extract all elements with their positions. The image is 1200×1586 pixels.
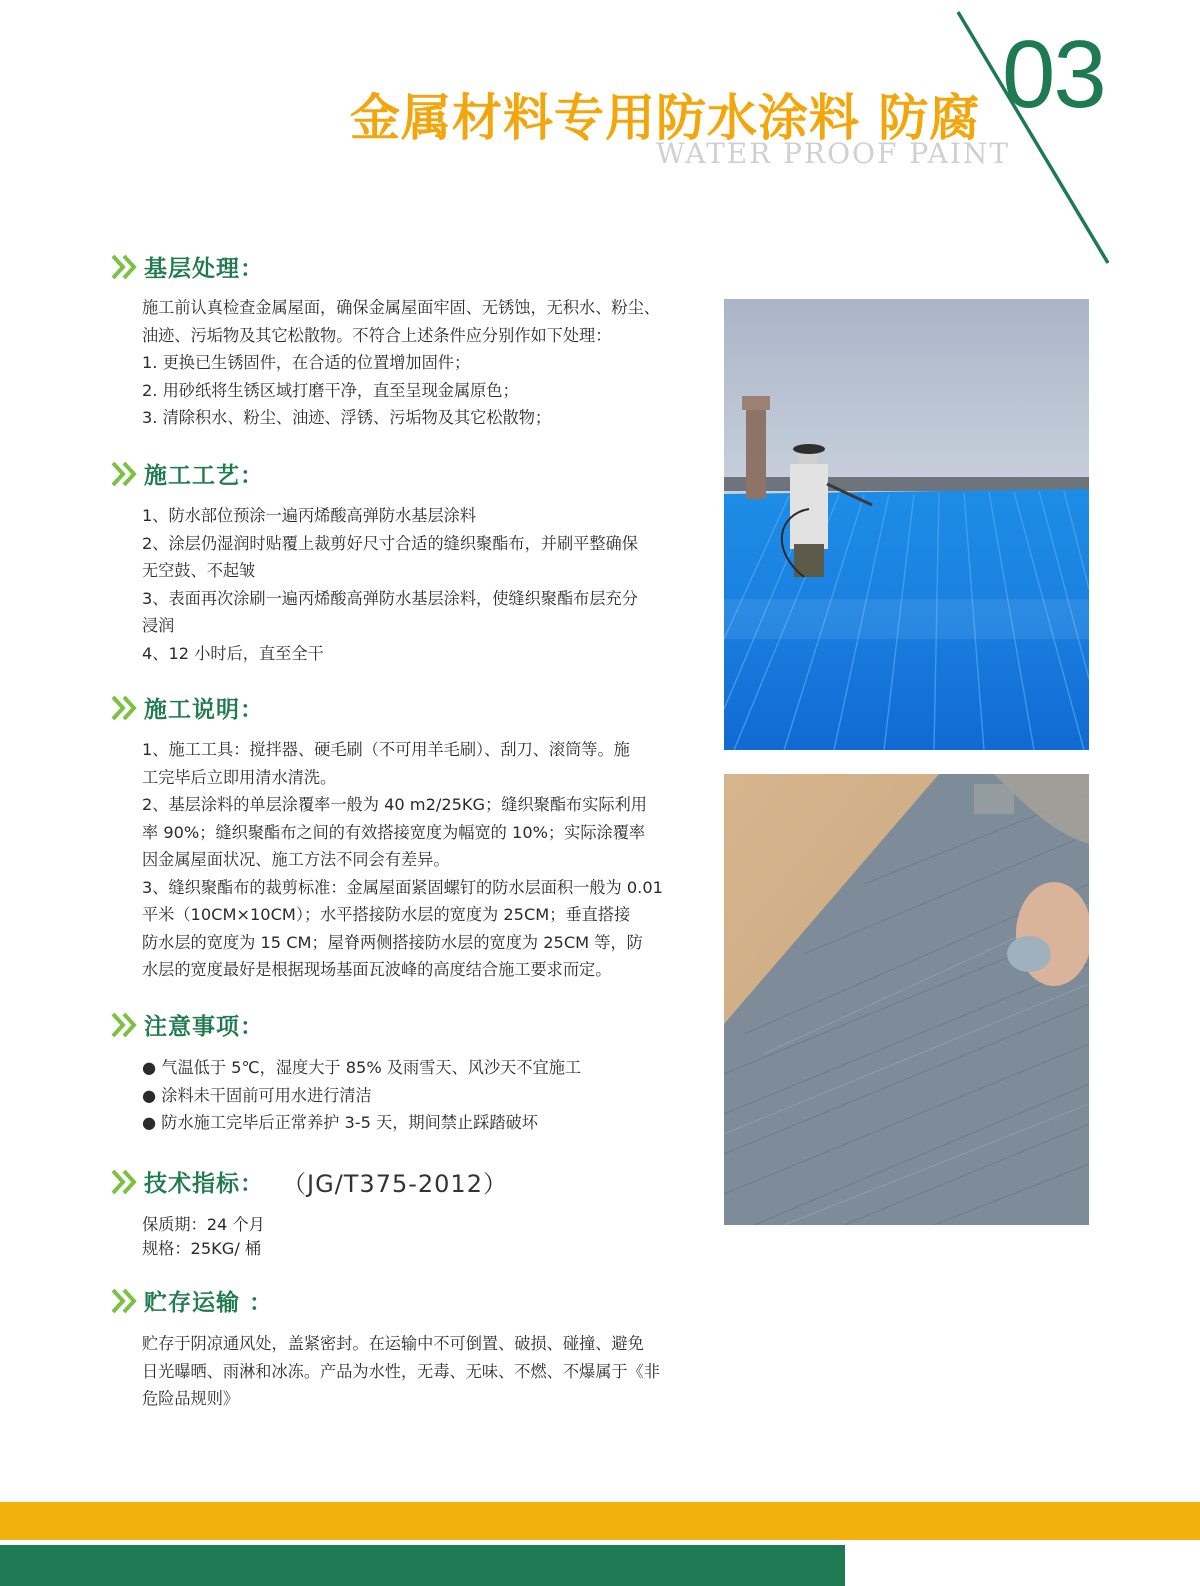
text-line: 3、表面再次涂刷一遍丙烯酸高弹防水基层涂料，使缝织聚酯布层充分 [142,588,638,608]
text-line: 平米（10CM×10CM）；水平搭接防水层的宽度为 25CM；垂直搭接 [142,905,631,924]
section-storage-body [142,1330,702,1413]
section-process-title: 施工工艺： [144,463,264,489]
section-caution-title: 注意事项： [144,1014,264,1040]
section-notes-header [110,691,264,724]
text-line: 浸润 [142,616,175,635]
text-line: 水层的宽度最好是根据现场基面瓦波峰的高度结合施工要求而定。 [142,960,612,979]
double-chevron-right-icon [110,1286,140,1316]
section-base-body [142,294,702,432]
text-line: 2、基层涂料的单层涂覆率一般为 40 m2/25KG；缝织聚酯布实际利用 [142,795,647,814]
text-line: 贮存于阴凉通风处，盖紧密封。在运输中不可倒置、破损、碰撞、避免 [142,1334,644,1353]
section-process-body [142,502,702,667]
section-caution-header [110,1008,264,1041]
text-line: 施工前认真检查金属屋面，确保金属屋面牢固、无锈蚀，无积水、粉尘、 [142,298,660,317]
double-chevron-right-icon [110,252,140,282]
text-line: 日光曝晒、雨淋和冰冻。产品为水性，无毒、无味、不燃、不爆属于《非 [142,1361,660,1381]
text-line: 1、防水部位预涂一遍丙烯酸高弹防水基层涂料 [142,506,477,525]
text-line: 工完毕后立即用清水清洗。 [142,767,337,787]
page-number: 03 [1002,21,1105,128]
text-line: 油迹、污垢物及其它松散物。不符合上述条件应分别作如下处理： [142,325,612,345]
text-line: 2、涂层仍湿润时贴覆上裁剪好尺寸合适的缝织聚酯布，并刷平整确保 [142,533,638,553]
section-spec-header [110,1164,508,1199]
section-storage-header [110,1284,273,1317]
footer-yellow-bar [0,1502,1200,1540]
section-spec-body [142,1213,702,1261]
section-process-header [110,457,264,490]
section-storage-title: 贮存运输 ： [144,1290,274,1316]
spec-standard: （JG/T375-2012） [282,1170,508,1198]
text-line: 4、12 小时后，直至全干 [142,643,324,663]
section-base-header [110,250,264,283]
text-line: 规格：25KG/ 桶 [142,1239,262,1258]
section-spec-title: 技术指标： [144,1171,264,1197]
membrane-closeup-photo [724,774,1089,1225]
double-chevron-right-icon [110,459,140,489]
text-line: 危险品规则》 [142,1389,240,1408]
text-line: 因金属屋面状况、施工方法不同会有差异。 [142,850,450,869]
text-line: 率 90%；缝织聚酯布之间的有效搭接宽度为幅宽的 10%；实际涂覆率 [142,822,646,842]
section-notes-body [142,736,702,984]
text-line: 3、缝织聚酯布的裁剪标准：金属屋面紧固螺钉的防水层面积一般为 0.01 [142,877,663,897]
roof-spraying-photo [724,299,1089,750]
text-line: 1、施工工具：搅拌器、硬毛刷（不可用羊毛刷）、刮刀、滚筒等。施 [142,740,630,759]
text-line: 1. 更换已生锈固件，在合适的位置增加固件； [142,353,471,372]
text-line: 防水层的宽度为 15 CM；屋脊两侧搭接防水层的宽度为 25CM 等，防 [142,932,643,952]
text-line: 无空鼓、不起皱 [142,561,256,580]
text-line: 保质期：24 个月 [142,1215,265,1234]
list-item: ● 涂料未干固前可用水进行清洁 [142,1085,372,1105]
footer-green-bar [0,1545,845,1586]
list-item: ● 气温低于 5℃，湿度大于 85% 及雨雪天、风沙天不宜施工 [142,1058,582,1077]
double-chevron-right-icon [110,1167,140,1197]
list-item: ● 防水施工完毕后正常养护 3-5 天，期间禁止踩踏破坏 [142,1113,538,1132]
double-chevron-right-icon [110,693,140,723]
section-caution-body [142,1054,702,1137]
page-subtitle: WATER PROOF PAINT [656,137,1011,170]
section-notes-title: 施工说明： [144,697,264,723]
section-base-title: 基层处理： [144,256,264,282]
text-line: 3. 清除积水、粉尘、油迹、浮锈、污垢物及其它松散物； [142,408,552,427]
page-title: 金属材料专用防水涂料 防腐 [350,89,981,147]
double-chevron-right-icon [110,1010,140,1040]
text-line: 2. 用砂纸将生锈区域打磨干净，直至呈现金属原色； [142,380,519,400]
